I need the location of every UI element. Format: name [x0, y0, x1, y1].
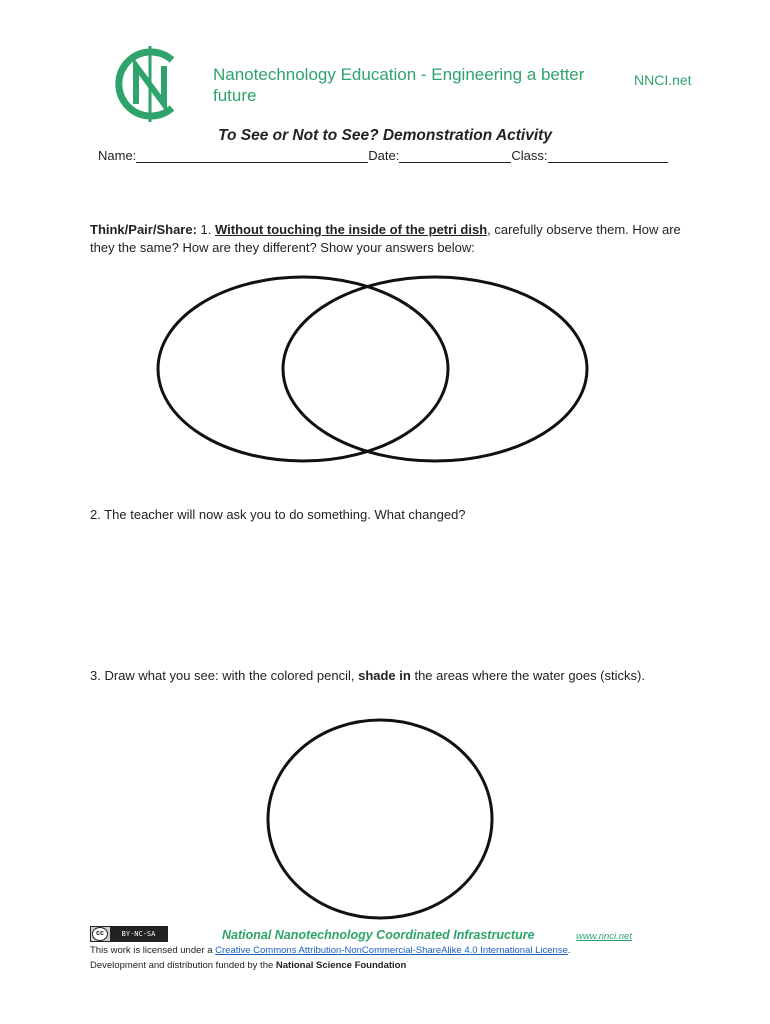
class-field[interactable] [548, 149, 668, 163]
venn-left-circle [158, 277, 448, 461]
question-2: 2. The teacher will now ask you to do something. What changed? [90, 507, 466, 522]
document-title: To See or Not to See? Demonstration Activity [218, 127, 552, 144]
name-field[interactable] [136, 149, 368, 163]
student-info-line [98, 148, 668, 163]
footer-organization: National Nanotechnology Coordinated Infrastructure [222, 928, 535, 942]
header-site: NNCI.net [634, 72, 692, 88]
name-label: Name: [98, 148, 137, 163]
drawing-circle[interactable] [265, 718, 495, 920]
question-1: Think/Pair/Share: 1. Without touching the inside of the petri dish, carefully observe them. How are they the same? How are they different? Show your answers below: [90, 222, 681, 255]
cc-by-nc-sa-badge-icon: cc BY-NC-SA [90, 926, 168, 942]
q1-emphasis: Without touching the inside of the petri dish [215, 222, 488, 237]
nsf-name: National Science Foundation [275, 960, 407, 971]
license-line: This work is licensed under a Creative Commons Attribution-NonCommercial-ShareAlike 4.0 International License. [90, 945, 571, 956]
question-3: 3. Draw what you see: with the colored pencil, shade in the areas where the water goes (sticks). [90, 668, 645, 683]
footer-url-link[interactable]: www.nnci.net [576, 931, 632, 942]
think-pair-share-label: Think/Pair/Share: [90, 222, 197, 237]
venn-right-circle [283, 277, 587, 461]
date-label: Date: [368, 148, 400, 163]
date-field[interactable] [399, 149, 511, 163]
funding-line: Development and distribution funded by the National Science Foundation [90, 960, 407, 971]
license-link[interactable]: Creative Commons Attribution-NonCommercial-ShareAlike 4.0 International License [215, 945, 568, 956]
venn-diagram[interactable] [155, 273, 590, 466]
class-label: Class: [511, 148, 548, 163]
nnci-logo-icon [110, 42, 190, 126]
shade-in-emphasis: shade in [358, 668, 411, 683]
header-title: Nanotechnology Education - Engineering a better future [213, 65, 585, 105]
